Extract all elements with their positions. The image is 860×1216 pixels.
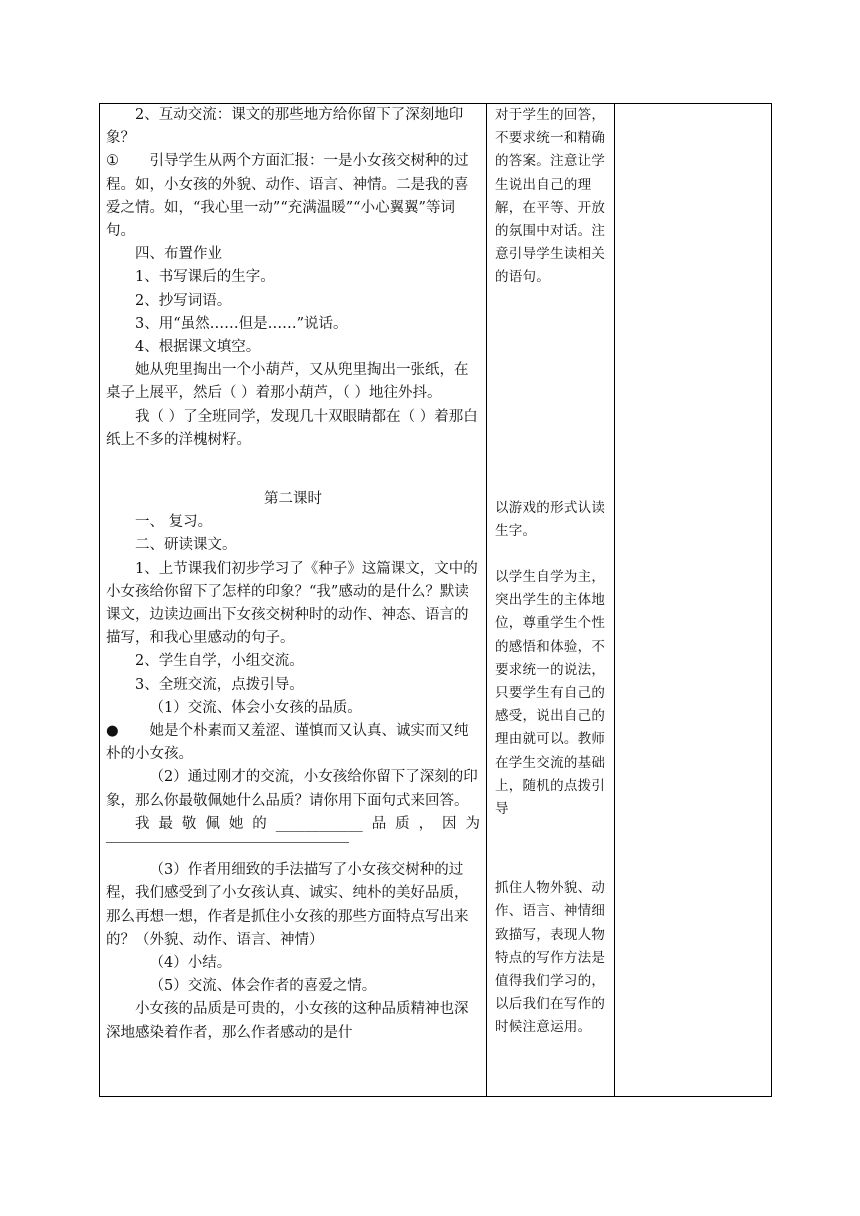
teaching-notes <box>487 104 614 1040</box>
list-item: 2、学生自学，小组交流。 <box>135 653 304 670</box>
list-item: 3、全班交流，点拨引导。 <box>135 676 304 693</box>
spacer <box>495 821 610 877</box>
answer-template: 我最敬佩她的____________品质，因为 <box>135 815 481 832</box>
lesson-content <box>100 104 486 1045</box>
paragraph: 小女孩的品质是可贵的，小女孩的这种品质精神也深深地感染着作者，那么作者感动的是什 <box>106 1001 469 1041</box>
spacer <box>106 452 480 488</box>
section-heading: 二、研读课文。 <box>135 537 237 554</box>
empty-cell <box>615 104 772 1097</box>
list-item: 3、用“虽然……但是……”说话。 <box>135 315 348 332</box>
fill-in-exercise: 她从兜里掏出一个小葫芦，又从兜里掏出一张纸，在桌子上展平，然后（ ）着那小葫芦，（ ）地往外抖。 <box>106 362 469 402</box>
teaching-notes-cell <box>487 104 615 1097</box>
fill-in-exercise: 我（ ）了全班同学，发现几十双眼睛都在（ ）着那白纸上不多的洋槐树籽。 <box>106 408 478 448</box>
lesson-period-title: 第二课时 <box>264 491 322 508</box>
note: 抓住人物外貌、动作、语言、神情细致描写，表现人物特点的写作方法是值得我们学习的，以后我们在写作的时候注意运用。 <box>495 880 606 1036</box>
sub-item: （4）小结。 <box>149 954 232 971</box>
paragraph: 2、互动交流：课文的那些地方给你留下了深刻地印象？ <box>106 107 464 147</box>
sub-item: （3）作者用细致的手法描写了小女孩交树种的过程，我们感受到了小女孩认真、诚实、纯朴的美好品质，那么再想一想，作者是抓住小女孩的那些方面特点写出来的？（外貌、动作、语言、神情） <box>106 862 469 948</box>
answer-blank-line <box>106 836 480 859</box>
paragraph <box>106 150 480 243</box>
note: 以学生自学为主，突出学生的主体地位，尊重学生个性的感悟和体验，不要求统一的说法，只要学生有自己的感受，说出自己的理由就可以。教师在学生交流的基础上，随机的点拨引导 <box>495 569 606 818</box>
sub-item: （2）通过刚才的交流，小女孩给你留下了深刻的印象，那么你最敬佩她什么品质？请你用下面句式来回答。 <box>106 769 478 809</box>
spacer <box>495 290 610 497</box>
template-prefix: 我最敬佩她的 <box>135 815 276 832</box>
lesson-content-cell <box>100 104 487 1097</box>
lesson-plan-table <box>99 103 772 1097</box>
section-heading: 四、布置作业 <box>135 246 222 263</box>
spacer <box>495 543 610 566</box>
paragraph <box>106 720 480 766</box>
list-item: 4、根据课文填空。 <box>135 339 261 356</box>
paragraph-text: 她是个朴素而又羞涩、谨慎而又认真、诚实而又纯朴的小女孩。 <box>106 723 469 763</box>
table-row <box>100 104 772 1097</box>
circled-number-marker: ① <box>106 153 119 170</box>
bullet-marker: ● <box>106 723 119 740</box>
sub-item: （5）交流、体会作者的喜爱之情。 <box>149 978 377 995</box>
note: 以游戏的形式认读生字。 <box>495 499 606 539</box>
list-item: 2、抄写词语。 <box>135 292 232 309</box>
template-suffix: 品质，因为 <box>362 815 481 832</box>
paragraph-text: 引导学生从两个方面汇报：一是小女孩交树种的过程。如，小女孩的外貌、动作、语言、神情。二是我的喜爱之情。如，“我心里一动”“充满温暖”“小心翼翼”等词句。 <box>106 153 469 240</box>
note: 对于学生的回答，不要求统一和精确的答案。注意让学生说出自己的理解，在平等、开放的氛围中对话。注意引导学生读相关的语句。 <box>495 107 606 286</box>
section-heading: 一、 复习。 <box>135 514 213 531</box>
underline <box>106 836 349 843</box>
list-item: 1、书写课后的生字。 <box>135 269 275 286</box>
paragraph: 1、上节课我们初步学习了《种子》这篇课文，文中的小女孩给你留下了怎样的印象？“我”感动的是什么？默读课文，边读边画出下女孩交树种时的动作、神态、语言的描写，和我心里感动的句子。 <box>106 560 478 647</box>
sub-item: （1）交流、体会小女孩的品质。 <box>149 699 362 716</box>
